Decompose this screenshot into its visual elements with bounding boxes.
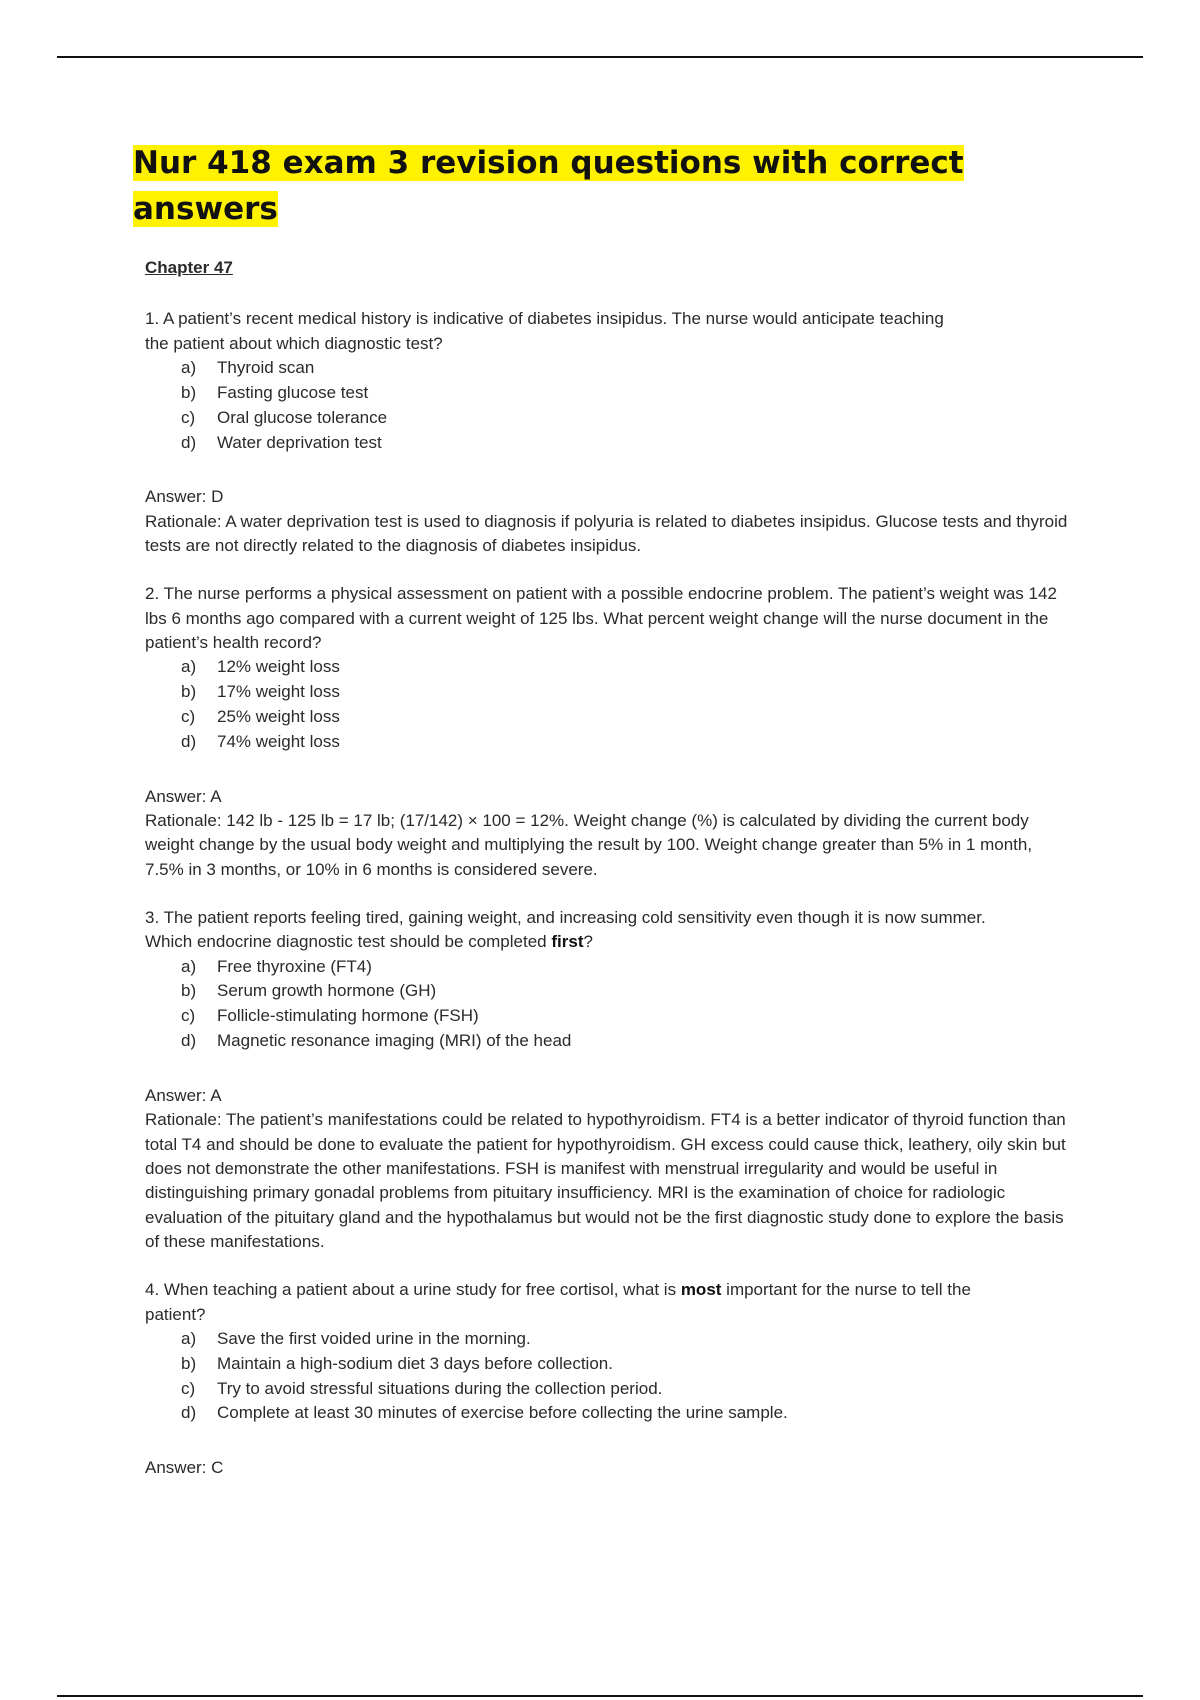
option-letter: a) — [181, 657, 197, 677]
option-letter: a) — [181, 1328, 197, 1348]
chapter-heading: Chapter 47 — [145, 258, 233, 277]
question-stem: 1. A patient’s recent medical history is indicative of diabetes insipidus. The nurse would anticipate teaching the patient about which diagnostic test? — [145, 309, 944, 353]
question-2 — [145, 582, 1095, 882]
question-3 — [145, 906, 1095, 1254]
option-text: 12% weight loss — [217, 657, 340, 677]
option-a — [145, 655, 1095, 680]
question-1 — [145, 307, 1095, 558]
option-text: Serum growth hormone (GH) — [217, 981, 437, 1001]
option-text: 17% weight loss — [217, 682, 340, 702]
option-b — [145, 381, 1095, 406]
stem-text: 4. When teaching a patient about a urine study for free cortisol, what is — [145, 1280, 681, 1300]
option-letter: b) — [181, 682, 197, 702]
option-letter: b) — [181, 382, 197, 402]
option-letter: c) — [181, 1378, 196, 1398]
title-highlight: Nur 418 exam 3 revision questions with correct answers — [133, 145, 964, 227]
rationale-text: Rationale: 142 lb - 125 lb = 17 lb; (17/142) × 100 = 12%. Weight change (%) is calculated by dividing the current body weight change by the usual body weight and multiplying the result by 100. Weight change greater than 5% in 1 month, 7.5% in 3 months, or 10% in 6 months is considered severe. — [145, 811, 1033, 879]
stem-text: 3. The patient reports feeling tired, gaining weight, and increasing cold sensitivity even though it is now summer. Which endocrine diagnostic test should be completed — [145, 907, 986, 952]
option-letter: c) — [181, 1006, 196, 1026]
option-letter: d) — [181, 1403, 197, 1423]
answer-text: Answer: D — [145, 487, 224, 507]
option-letter: a) — [181, 956, 197, 976]
option-d — [145, 730, 1095, 755]
document-title — [133, 140, 1073, 232]
option-text: Save the first voided urine in the morning. — [217, 1328, 531, 1348]
option-b — [145, 979, 1095, 1004]
option-letter: c) — [181, 707, 196, 727]
option-list — [145, 955, 1095, 1055]
document-body — [145, 256, 1095, 1481]
option-text: Follicle-stimulating hormone (FSH) — [217, 1006, 479, 1026]
option-c — [145, 705, 1095, 730]
option-text: 74% weight loss — [217, 731, 340, 751]
option-text: Thyroid scan — [217, 357, 315, 377]
option-text: 25% weight loss — [217, 707, 340, 727]
option-list — [145, 655, 1095, 755]
option-d — [145, 1029, 1095, 1054]
answer-text: Answer: A — [145, 1086, 222, 1106]
option-b — [145, 680, 1095, 705]
option-letter: b) — [181, 1353, 197, 1373]
option-d — [145, 431, 1095, 456]
option-a — [145, 955, 1095, 980]
stem-text: ? — [583, 932, 593, 952]
answer-text: Answer: A — [145, 786, 222, 806]
stem-emphasis: most — [680, 1280, 722, 1300]
option-text: Complete at least 30 minutes of exercise before collecting the urine sample. — [217, 1403, 788, 1423]
option-letter: d) — [181, 731, 197, 751]
option-list — [145, 1327, 1095, 1427]
option-list — [145, 356, 1095, 456]
bottom-rule — [57, 1695, 1143, 1697]
option-letter: a) — [181, 357, 197, 377]
option-a — [145, 1327, 1095, 1352]
question-stem: 2. The nurse performs a physical assessment on patient with a possible endocrine problem. The patient’s weight was 142 lbs 6 months ago compared with a current weight of 125 lbs. What percent weight change will the nurse document in the patient’s health record? — [145, 584, 1057, 652]
option-text: Oral glucose tolerance — [217, 407, 388, 427]
option-c — [145, 406, 1095, 431]
top-rule — [57, 56, 1143, 58]
option-text: Free thyroxine (FT4) — [217, 956, 372, 976]
option-c — [145, 1004, 1095, 1029]
option-b — [145, 1352, 1095, 1377]
option-text: Water deprivation test — [217, 432, 382, 452]
option-text: Magnetic resonance imaging (MRI) of the head — [217, 1031, 572, 1051]
option-letter: b) — [181, 981, 197, 1001]
question-stem — [145, 906, 995, 955]
option-text: Fasting glucose test — [217, 382, 369, 402]
option-letter: c) — [181, 407, 196, 427]
rationale-text: Rationale: A water deprivation test is used to diagnosis if polyuria is related to diabetes insipidus. Glucose tests and thyroid tests are not directly related to the diagnosis of diabetes insipidus. — [145, 511, 1068, 556]
option-d — [145, 1401, 1095, 1426]
answer-text: Answer: C — [145, 1458, 224, 1478]
stem-emphasis: first — [551, 932, 584, 952]
option-c — [145, 1377, 1095, 1402]
option-text: Try to avoid stressful situations during the collection period. — [217, 1378, 663, 1398]
question-4 — [145, 1278, 1095, 1480]
option-letter: d) — [181, 1031, 197, 1051]
question-stem — [145, 1278, 1025, 1327]
option-letter: d) — [181, 432, 197, 452]
rationale-text: Rationale: The patient’s manifestations could be related to hypothyroidism. FT4 is a better indicator of thyroid function than total T4 and should be done to evaluate the patient for hypothyroidism. GH excess could cause thick, leathery, oily skin but does not demonstrate the other manifestations. FSH is manifest with menstrual irregularity and would be useful in distinguishing primary gonadal problems from pituitary insufficiency. MRI is the examination of choice for radiologic evaluation of the pituitary gland and the hypothalamus but would not be the first diagnostic study done to explore the basis of these manifestations. — [145, 1110, 1066, 1251]
option-a — [145, 356, 1095, 381]
option-text: Maintain a high-sodium diet 3 days before collection. — [217, 1353, 613, 1373]
stem-text: important for the nurse to tell the patient? — [145, 1280, 971, 1324]
